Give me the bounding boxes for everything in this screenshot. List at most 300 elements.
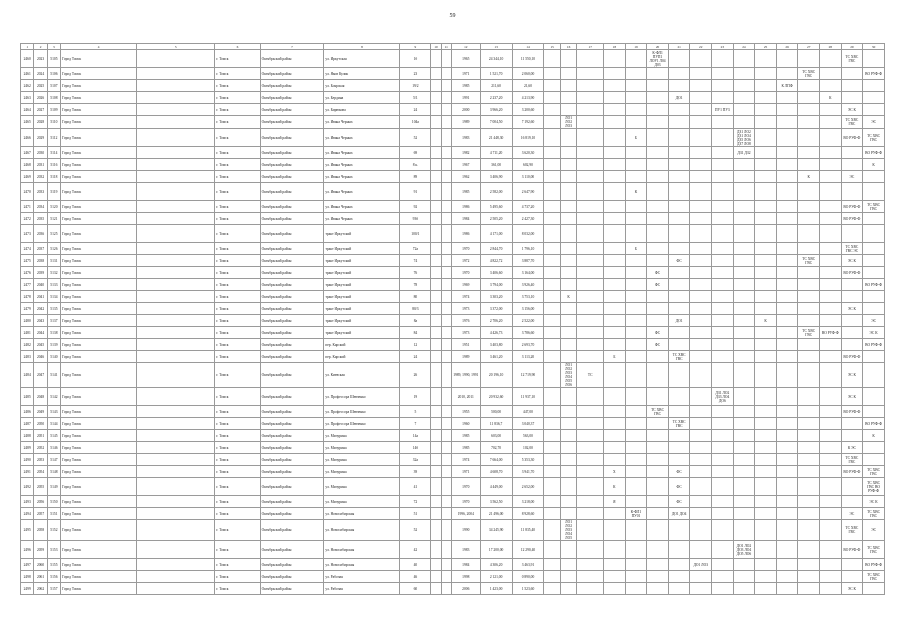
work-code-cell: [604, 339, 626, 351]
work-code-cell: [577, 68, 604, 80]
work-code-cell: [820, 541, 842, 559]
district-cell: Октябрьский район: [260, 303, 324, 315]
work-code-cell: [647, 571, 669, 583]
work-code-cell: ТС ХВС ГВС: [863, 129, 885, 147]
work-code-cell: [625, 430, 647, 442]
work-code-cell: [798, 466, 820, 478]
work-code-cell: [820, 315, 842, 327]
work-code-cell: [841, 183, 863, 201]
work-code-cell: [647, 129, 669, 147]
column-number: 18: [604, 44, 626, 50]
house-number-cell: 92: [400, 201, 431, 213]
work-code-cell: [712, 213, 734, 225]
city-cell: г. Томск: [215, 80, 260, 92]
municipality-cell: Город Томск: [61, 213, 137, 225]
work-code-cell: [712, 315, 734, 327]
work-code-cell: [544, 466, 560, 478]
work-code-cell: [755, 225, 777, 243]
work-code-cell: [577, 496, 604, 508]
work-code-cell: [733, 92, 755, 104]
year-built-cell: 1971: [451, 68, 480, 80]
city-cell: г. Томск: [215, 68, 260, 80]
work-code-cell: [712, 541, 734, 559]
work-code-cell: [577, 50, 604, 68]
year-built-cell: 1983: [451, 541, 480, 559]
work-code-cell: [776, 255, 798, 267]
work-code-cell: [776, 583, 798, 595]
record-id-cell: 2055: [34, 478, 47, 496]
work-code-cell: [776, 201, 798, 213]
work-code-cell: [668, 201, 690, 213]
total-area-cell: 5 495,60: [480, 201, 512, 213]
work-code-cell: ДЗ1 ЛО2 ДЗ3 ЛО4 ДО6: [712, 388, 734, 406]
work-code-cell: [625, 571, 647, 583]
district-cell: Октябрьский район: [260, 50, 324, 68]
record-id-cell: 2041: [34, 291, 47, 303]
work-code-cell: ФС: [647, 339, 669, 351]
work-code-cell: [690, 315, 712, 327]
work-code-cell: [712, 478, 734, 496]
work-code-cell: [668, 129, 690, 147]
work-code-cell: [820, 478, 842, 496]
empty-cell: [137, 327, 215, 339]
work-code-cell: [577, 279, 604, 291]
living-area-cell: 12 290,40: [512, 541, 544, 559]
municipality-cell: Город Томск: [61, 92, 137, 104]
work-code-cell: [820, 255, 842, 267]
work-code-cell: [776, 171, 798, 183]
work-code-cell: [690, 80, 712, 92]
work-code-cell: [577, 430, 604, 442]
empty-cell: [441, 339, 451, 351]
work-code-cell: [820, 496, 842, 508]
work-code-cell: [712, 183, 734, 201]
total-area-cell: 3 303,20: [480, 291, 512, 303]
column-number: 30: [863, 44, 885, 50]
empty-cell: [137, 147, 215, 159]
table-row: [21, 80, 885, 92]
house-number-cell: 8а: [400, 315, 431, 327]
record-id-cell: 2024: [34, 68, 47, 80]
empty-cell: [431, 388, 441, 406]
table-row: [21, 466, 885, 478]
work-code-cell: [560, 267, 576, 279]
work-code-cell: [690, 496, 712, 508]
work-code-cell: [712, 583, 734, 595]
work-code-cell: [712, 559, 734, 571]
empty-cell: [431, 171, 441, 183]
work-code-cell: [690, 92, 712, 104]
work-code-cell: [544, 520, 560, 541]
work-code-cell: ДО1 ДО4: [668, 508, 690, 520]
work-code-cell: [755, 147, 777, 159]
work-code-cell: [712, 68, 734, 80]
work-code-cell: [798, 508, 820, 520]
empty-cell: [137, 363, 215, 388]
work-code-cell: [604, 508, 626, 520]
work-code-cell: [733, 116, 755, 129]
work-code-cell: [625, 92, 647, 104]
work-code-cell: ВО РУФ-Ф: [863, 68, 885, 80]
work-code-cell: [625, 363, 647, 388]
object-code-cell: 5157: [47, 583, 60, 595]
work-code-cell: [647, 183, 669, 201]
total-area-cell: 4 822,72: [480, 255, 512, 267]
work-code-cell: [625, 496, 647, 508]
work-code-cell: [755, 92, 777, 104]
work-code-cell: [841, 418, 863, 430]
work-code-cell: [577, 339, 604, 351]
street-cell: ул. Ивана Черных: [324, 183, 400, 201]
record-id-cell: 2034: [34, 201, 47, 213]
work-code-cell: ФС: [647, 279, 669, 291]
work-code-cell: [712, 363, 734, 388]
work-code-cell: [604, 279, 626, 291]
row-index-cell: 2496: [21, 541, 34, 559]
work-code-cell: [733, 267, 755, 279]
row-index-cell: 2491: [21, 466, 34, 478]
object-code-cell: 5139: [47, 339, 60, 351]
work-code-cell: ЛО1 ЛО2 ЛО3 ЛО4 ЛО5: [560, 520, 576, 541]
work-code-cell: К-ФЛ1 ПУП1 ЛОУ1 Л04 Д03: [647, 50, 669, 68]
work-code-cell: [798, 571, 820, 583]
street-cell: ул. Мичурина: [324, 496, 400, 508]
record-id-cell: 2051: [34, 430, 47, 442]
empty-cell: [137, 116, 215, 129]
work-code-cell: [776, 520, 798, 541]
work-code-cell: [577, 351, 604, 363]
work-code-cell: [668, 430, 690, 442]
work-code-cell: [690, 430, 712, 442]
empty-cell: [441, 267, 451, 279]
street-cell: ул. Мичурина: [324, 466, 400, 478]
district-cell: Октябрьский район: [260, 171, 324, 183]
street-cell: ул. Мичурина: [324, 442, 400, 454]
work-code-cell: [820, 243, 842, 255]
city-cell: г. Томск: [215, 508, 260, 520]
work-code-cell: [712, 225, 734, 243]
work-code-cell: [604, 583, 626, 595]
empty-cell: [431, 442, 441, 454]
year-built-cell: 2006: [451, 583, 480, 595]
column-number: 29: [841, 44, 863, 50]
work-code-cell: [733, 303, 755, 315]
work-code-cell: [577, 213, 604, 225]
work-code-cell: [544, 303, 560, 315]
work-code-cell: [798, 418, 820, 430]
work-code-cell: ВО РУФ-Ф: [820, 327, 842, 339]
empty-cell: [137, 571, 215, 583]
work-code-cell: ВО РУФ-Ф: [841, 541, 863, 559]
work-code-cell: [841, 147, 863, 159]
work-code-cell: [755, 478, 777, 496]
total-area-cell: 21 496,00: [480, 508, 512, 520]
work-code-cell: [690, 116, 712, 129]
work-code-cell: [733, 442, 755, 454]
work-code-cell: [604, 129, 626, 147]
work-code-cell: [755, 129, 777, 147]
empty-cell: [441, 68, 451, 80]
house-number-cell: 89: [400, 171, 431, 183]
street-cell: пер. Карский: [324, 339, 400, 351]
year-built-cell: 1969: [451, 279, 480, 291]
work-code-cell: [776, 225, 798, 243]
work-code-cell: ТС ХВС ГВС: [798, 327, 820, 339]
total-area-cell: 2 237,20: [480, 92, 512, 104]
city-cell: г. Томск: [215, 496, 260, 508]
work-code-cell: [776, 68, 798, 80]
empty-cell: [441, 571, 451, 583]
total-area-cell: 11 836,7: [480, 418, 512, 430]
work-code-cell: ВО РУФ-Ф: [863, 279, 885, 291]
house-number-cell: 12: [400, 339, 431, 351]
year-built-cell: 1989: [451, 351, 480, 363]
total-area-cell: 3 794,00: [480, 279, 512, 291]
work-code-cell: [776, 430, 798, 442]
work-code-cell: ЭС: [841, 508, 863, 520]
work-code-cell: [863, 255, 885, 267]
work-code-cell: [544, 279, 560, 291]
total-area-cell: 4 449,00: [480, 478, 512, 496]
table-row: [21, 478, 885, 496]
total-area-cell: 7 004,50: [480, 116, 512, 129]
table-row: [21, 116, 885, 129]
work-code-cell: [755, 418, 777, 430]
row-index-cell: 2499: [21, 583, 34, 595]
work-code-cell: [820, 213, 842, 225]
work-code-cell: [863, 183, 885, 201]
city-cell: г. Томск: [215, 430, 260, 442]
year-built-cell: 1973: [451, 327, 480, 339]
work-code-cell: [755, 430, 777, 442]
work-code-cell: ТС ХВС ГВС: [841, 116, 863, 129]
house-number-cell: 14б: [400, 442, 431, 454]
work-code-cell: ЭС: [863, 520, 885, 541]
object-code-cell: 5134: [47, 291, 60, 303]
municipality-cell: Город Томск: [61, 327, 137, 339]
work-code-cell: [755, 363, 777, 388]
work-code-cell: ПУ1 ПУ3: [712, 104, 734, 116]
work-code-cell: [604, 201, 626, 213]
year-built-cell: 1984: [451, 559, 480, 571]
work-code-cell: [560, 225, 576, 243]
municipality-cell: Город Томск: [61, 80, 137, 92]
table-row: [21, 571, 885, 583]
municipality-cell: Город Томск: [61, 466, 137, 478]
work-code-cell: [755, 291, 777, 303]
work-code-cell: [690, 339, 712, 351]
work-code-cell: [690, 243, 712, 255]
municipality-cell: Город Томск: [61, 583, 137, 595]
city-cell: г. Томск: [215, 92, 260, 104]
work-code-cell: [712, 303, 734, 315]
work-code-cell: [577, 541, 604, 559]
work-code-cell: [560, 68, 576, 80]
work-code-cell: [733, 213, 755, 225]
city-cell: г. Томск: [215, 50, 260, 68]
street-cell: ул. Рабочая: [324, 571, 400, 583]
object-code-cell: 5133: [47, 279, 60, 291]
work-code-cell: [668, 68, 690, 80]
empty-cell: [431, 303, 441, 315]
work-code-cell: [733, 171, 755, 183]
work-code-cell: [625, 388, 647, 406]
work-code-cell: [841, 430, 863, 442]
work-code-cell: [577, 454, 604, 466]
work-code-cell: [820, 201, 842, 213]
municipality-cell: Город Томск: [61, 255, 137, 267]
work-code-cell: [755, 50, 777, 68]
work-code-cell: [647, 442, 669, 454]
table-row: [21, 442, 885, 454]
street-cell: ул. Профессора Шевченко: [324, 388, 400, 406]
work-code-cell: [798, 388, 820, 406]
municipality-cell: Город Томск: [61, 454, 137, 466]
table-row: [21, 243, 885, 255]
district-cell: Октябрьский район: [260, 92, 324, 104]
street-cell: тракт Иркутский: [324, 225, 400, 243]
year-built-cell: 1962: [451, 171, 480, 183]
living-area-cell: 3 887,70: [512, 255, 544, 267]
work-code-cell: [841, 80, 863, 92]
street-cell: ул. Ивана Черных: [324, 116, 400, 129]
object-code-cell: 5146: [47, 442, 60, 454]
empty-cell: [431, 147, 441, 159]
empty-cell: [431, 430, 441, 442]
table-row: [21, 430, 885, 442]
table-row: [21, 327, 885, 339]
table-row: [21, 541, 885, 559]
work-code-cell: [560, 303, 576, 315]
work-code-cell: [647, 315, 669, 327]
table-row: [21, 418, 885, 430]
work-code-cell: [647, 116, 669, 129]
column-number: 8: [324, 44, 400, 50]
work-code-cell: [604, 327, 626, 339]
district-cell: Октябрьский район: [260, 496, 324, 508]
work-code-cell: [820, 454, 842, 466]
work-code-cell: [755, 183, 777, 201]
year-built-cell: 1971: [451, 466, 480, 478]
work-code-cell: [625, 104, 647, 116]
work-code-cell: [690, 583, 712, 595]
table-row: [21, 267, 885, 279]
work-code-cell: [733, 363, 755, 388]
work-code-cell: [560, 243, 576, 255]
row-index-cell: 2484: [21, 363, 34, 388]
empty-cell: [441, 315, 451, 327]
district-cell: Октябрьский район: [260, 442, 324, 454]
object-code-cell: 5153: [47, 541, 60, 559]
house-number-cell: 1б: [400, 50, 431, 68]
row-index-cell: 2465: [21, 116, 34, 129]
municipality-cell: Город Томск: [61, 116, 137, 129]
house-number-cell: 69: [400, 147, 431, 159]
work-code-cell: [544, 291, 560, 303]
work-code-cell: ФС: [668, 255, 690, 267]
living-area-cell: 3 620,30: [512, 147, 544, 159]
work-code-cell: [544, 559, 560, 571]
work-code-cell: [625, 201, 647, 213]
city-cell: г. Томск: [215, 559, 260, 571]
work-code-cell: [776, 478, 798, 496]
work-code-cell: [544, 68, 560, 80]
year-built-cell: 1973: [451, 303, 480, 315]
street-cell: ул. Профессора Шевченко: [324, 418, 400, 430]
work-code-cell: [647, 520, 669, 541]
work-code-cell: [668, 571, 690, 583]
object-code-cell: 5131: [47, 255, 60, 267]
record-id-cell: 2042: [34, 303, 47, 315]
municipality-cell: Город Томск: [61, 363, 137, 388]
work-code-cell: [798, 291, 820, 303]
city-cell: г. Томск: [215, 327, 260, 339]
empty-cell: [441, 559, 451, 571]
work-code-cell: [577, 183, 604, 201]
work-code-cell: [625, 583, 647, 595]
total-area-cell: 3 406,90: [480, 171, 512, 183]
district-cell: Октябрьский район: [260, 159, 324, 171]
work-code-cell: [863, 303, 885, 315]
work-code-cell: [625, 68, 647, 80]
work-code-cell: [560, 454, 576, 466]
empty-cell: [137, 315, 215, 327]
municipality-cell: Город Томск: [61, 430, 137, 442]
work-code-cell: [733, 388, 755, 406]
year-built-cell: 1965: [451, 50, 480, 68]
work-code-cell: [820, 363, 842, 388]
empty-cell: [441, 418, 451, 430]
work-code-cell: [544, 454, 560, 466]
year-built-cell: 1982: [451, 147, 480, 159]
work-code-cell: [690, 267, 712, 279]
table-row: [21, 583, 885, 595]
work-code-cell: [690, 388, 712, 406]
work-code-cell: [755, 496, 777, 508]
work-code-cell: Б: [604, 351, 626, 363]
empty-cell: [137, 159, 215, 171]
empty-cell: [431, 418, 441, 430]
work-code-cell: [604, 363, 626, 388]
work-code-cell: [820, 583, 842, 595]
work-code-cell: [560, 104, 576, 116]
year-built-cell: 1960: [451, 418, 480, 430]
object-code-cell: 5140: [47, 351, 60, 363]
living-area-cell: 1 523,60: [512, 583, 544, 595]
object-code-cell: 5105: [47, 50, 60, 68]
work-code-cell: [776, 104, 798, 116]
total-area-cell: 3 406,60: [480, 267, 512, 279]
district-cell: Октябрьский район: [260, 327, 324, 339]
total-area-cell: 17 200,00: [480, 541, 512, 559]
work-code-cell: [647, 243, 669, 255]
work-code-cell: [690, 351, 712, 363]
district-cell: Октябрьский район: [260, 279, 324, 291]
work-code-cell: [690, 418, 712, 430]
work-code-cell: [690, 225, 712, 243]
work-code-cell: ТС ХВС ГВС: [841, 454, 863, 466]
work-code-cell: [690, 303, 712, 315]
living-area-cell: 7 192,60: [512, 116, 544, 129]
work-code-cell: [863, 243, 885, 255]
record-id-cell: 2045: [34, 339, 47, 351]
work-code-cell: [604, 80, 626, 92]
district-cell: Октябрьский район: [260, 183, 324, 201]
house-number-cell: 40: [400, 559, 431, 571]
work-code-cell: [863, 583, 885, 595]
work-code-cell: [820, 171, 842, 183]
work-code-cell: [820, 116, 842, 129]
